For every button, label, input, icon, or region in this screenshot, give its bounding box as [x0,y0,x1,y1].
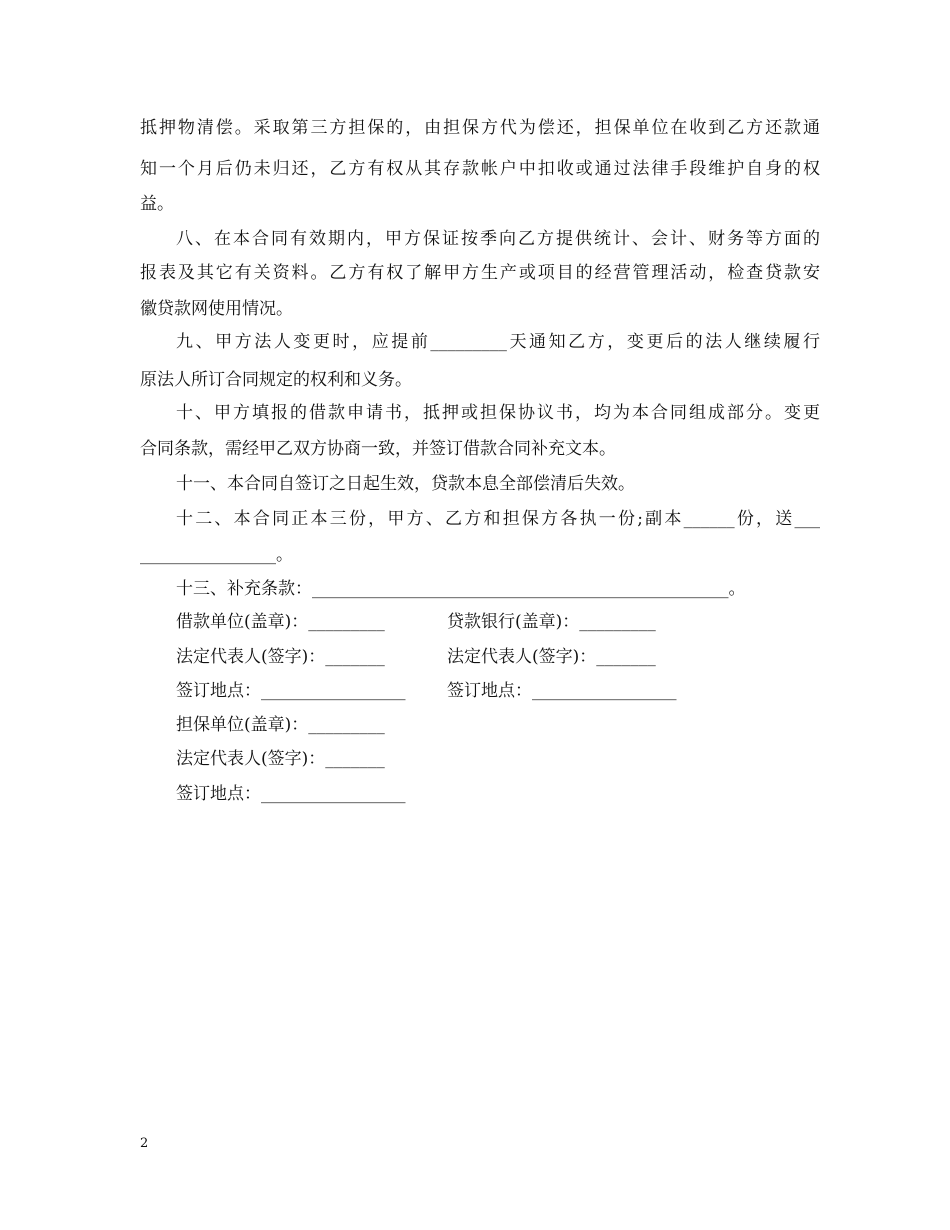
clause-9-line: 原法人所订合同规定的权利和义务。 [140,370,412,390]
body-line: 抵押物清偿。采取第三方担保的，由担保方代为偿还，担保单位在收到乙方还款通 [140,118,820,138]
lender-bank-seal: 贷款银行(盖章)：_________ [447,612,656,632]
clause-10-line: 合同条款，需经甲乙双方协商一致，并签订借款合同补充文本。 [140,439,616,459]
clause-11-line: 十一、本合同自签订之日起生效，贷款本息全部偿清后失效。 [176,474,635,494]
clause-13-line: 十三、补充条款：_________________________________________________。 [176,579,746,599]
clause-12-line: 十二、本合同正本三份，甲方、乙方和担保方各执一份;副本______份，送___ [176,509,820,529]
guarantor-unit-seal: 担保单位(盖章)：_________ [176,715,385,735]
guarantor-legal-rep-signature: 法定代表人(签字)：_______ [176,749,385,769]
lender-sign-place: 签订地点：_________________ [447,681,677,701]
lender-legal-rep-signature: 法定代表人(签字)：_______ [447,647,656,667]
body-line: 益。 [140,194,174,214]
clause-12-line: ________________。 [140,545,293,565]
borrower-sign-place: 签订地点：_________________ [176,681,406,701]
clause-9-line: 九、甲方法人变更时，应提前_________天通知乙方，变更后的法人继续履行 [176,332,820,352]
borrower-unit-seal: 借款单位(盖章)：_________ [176,612,385,632]
guarantor-sign-place: 签订地点：_________________ [176,784,406,804]
body-line: 知一个月后仍未归还，乙方有权从其存款帐户中扣收或通过法律手段维护自身的权 [140,159,820,179]
clause-10-line: 十、甲方填报的借款申请书，抵押或担保协议书，均为本合同组成部分。变更 [176,403,820,423]
borrower-legal-rep-signature: 法定代表人(签字)：_______ [176,647,385,667]
clause-8-line: 报表及其它有关资料。乙方有权了解甲方生产或项目的经营管理活动，检查贷款安 [140,263,820,283]
clause-8-line: 八、在本合同有效期内，甲方保证按季向乙方提供统计、会计、财务等方面的 [176,229,820,249]
clause-8-line: 徽贷款网使用情况。 [140,299,293,319]
page-number: 2 [140,1136,149,1151]
